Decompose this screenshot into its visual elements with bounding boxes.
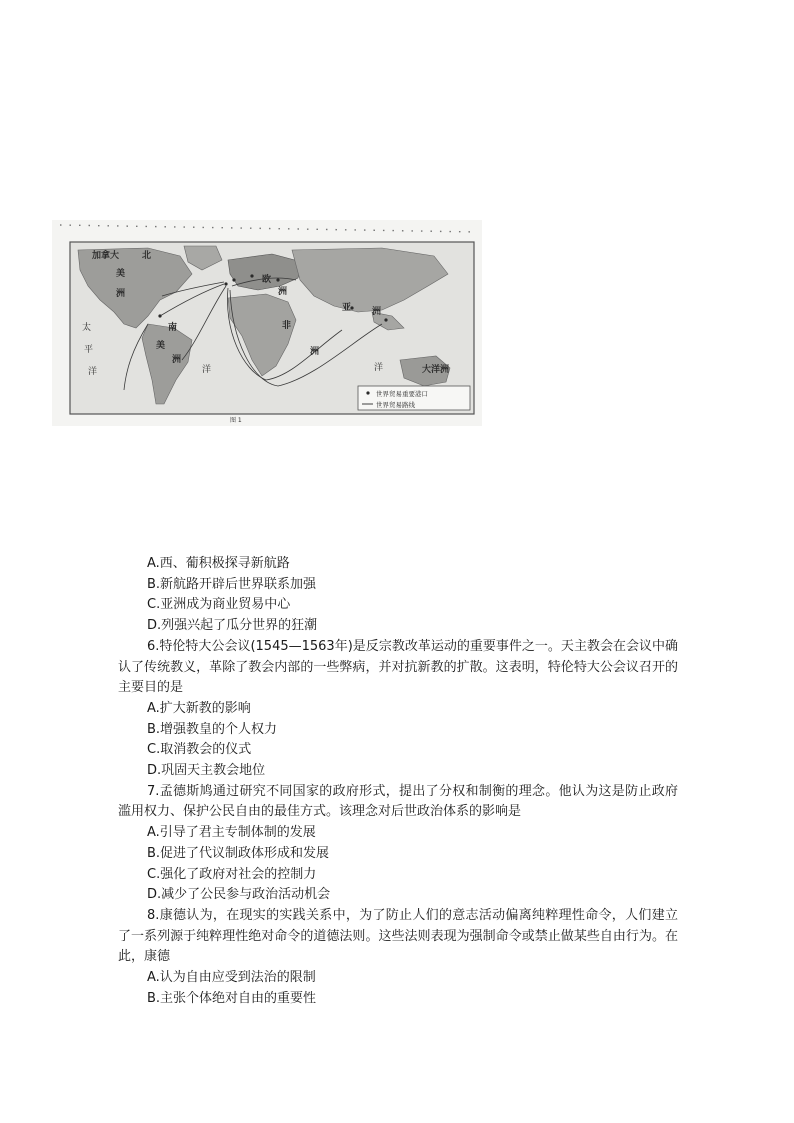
port-marker <box>224 282 227 285</box>
label-pacific-2: 平 <box>84 345 94 355</box>
q6-option-c: C.取消教会的仪式 <box>147 742 252 758</box>
q7-stem: 7.孟德斯鸠通过研究不同国家的政府形式，提出了分权和制衡的理念。他认为这是防止政府滥用权力、保护公民自由的最佳方式。该理念对后世政治体系的影响是 <box>118 783 678 820</box>
legend-port-label: 世界贸易重要港口 <box>376 390 428 398</box>
label-indian: 洋 <box>374 363 384 373</box>
label-south-america-3: 洲 <box>172 355 182 365</box>
world-trade-map <box>52 220 482 426</box>
label-africa-2: 洲 <box>310 347 320 357</box>
q7-option-a: A.引导了君主专制体制的发展 <box>147 825 316 841</box>
map-caption: 图 1 <box>230 417 242 424</box>
label-africa-1: 非 <box>282 321 292 331</box>
legend-route-label: 世界贸易路线 <box>376 401 415 409</box>
port-marker <box>250 274 253 277</box>
q7-option-d: D.减少了公民参与政治活动机会 <box>147 887 331 903</box>
q6-stem: 6.特伦特大公会议(1545—1563年)是反宗教改革运动的重要事件之一。天主教会在会议中确认了传统教义，革除了教会内部的一些弊病，并对抗新教的扩散。这表明，特伦特大公会议召开的主要目的是 <box>118 638 678 696</box>
q6-option-d: D.巩固天主教会地位 <box>147 763 266 779</box>
label-south-america-1: 南 <box>168 323 178 333</box>
label-canada: 加拿大 <box>92 251 120 261</box>
port-marker <box>384 318 387 321</box>
q6-option-b: B.增强教皇的个人权力 <box>147 721 278 737</box>
label-pacific-1: 太 <box>82 323 92 333</box>
q5-option-d: D.列强兴起了瓜分世界的狂潮 <box>147 618 318 634</box>
label-europe-1: 欧 <box>262 275 272 285</box>
label-south-america-2: 美 <box>156 341 166 351</box>
label-oceania: 大洋洲 <box>422 365 450 375</box>
q6-option-a: A.扩大新教的影响 <box>147 700 251 716</box>
port-marker <box>232 278 235 281</box>
label-north-america-2: 美 <box>116 269 126 279</box>
port-marker <box>276 278 279 281</box>
label-asia-1: 亚 <box>342 303 352 313</box>
question-block <box>118 554 678 1009</box>
q5-option-c: C.亚洲成为商业贸易中心 <box>147 597 291 613</box>
q8-stem: 8.康德认为，在现实的实践关系中，为了防止人们的意志活动偏离纯粹理性命令，人们建立了一系列源于纯粹理性绝对命令的道德法则。这些法则表现为强制命令或禁止做某些自由行为。在此，康德 <box>118 907 678 965</box>
q7-option-c: C.强化了政府对社会的控制力 <box>147 866 317 882</box>
port-marker <box>158 314 161 317</box>
q8-option-a: A.认为自由应受到法治的限制 <box>147 970 316 986</box>
label-pacific-3: 洋 <box>88 367 98 377</box>
label-north-america-1: 北 <box>142 251 152 261</box>
label-europe-2: 洲 <box>278 287 288 297</box>
label-atlantic: 洋 <box>202 365 212 375</box>
label-asia-2: 洲 <box>372 307 382 317</box>
q5-option-a: A.西、葡积极探寻新航路 <box>147 556 290 571</box>
q7-option-b: B.促进了代议制政体形成和发展 <box>147 845 330 861</box>
map-legend <box>358 386 470 410</box>
q5-option-b: B.新航路开辟后世界联系加强 <box>147 576 317 592</box>
map-figure <box>52 220 482 426</box>
q8-option-b: B.主张个体绝对自由的重要性 <box>147 990 317 1006</box>
legend-port-icon <box>366 391 369 394</box>
label-north-america-3: 洲 <box>116 289 126 299</box>
